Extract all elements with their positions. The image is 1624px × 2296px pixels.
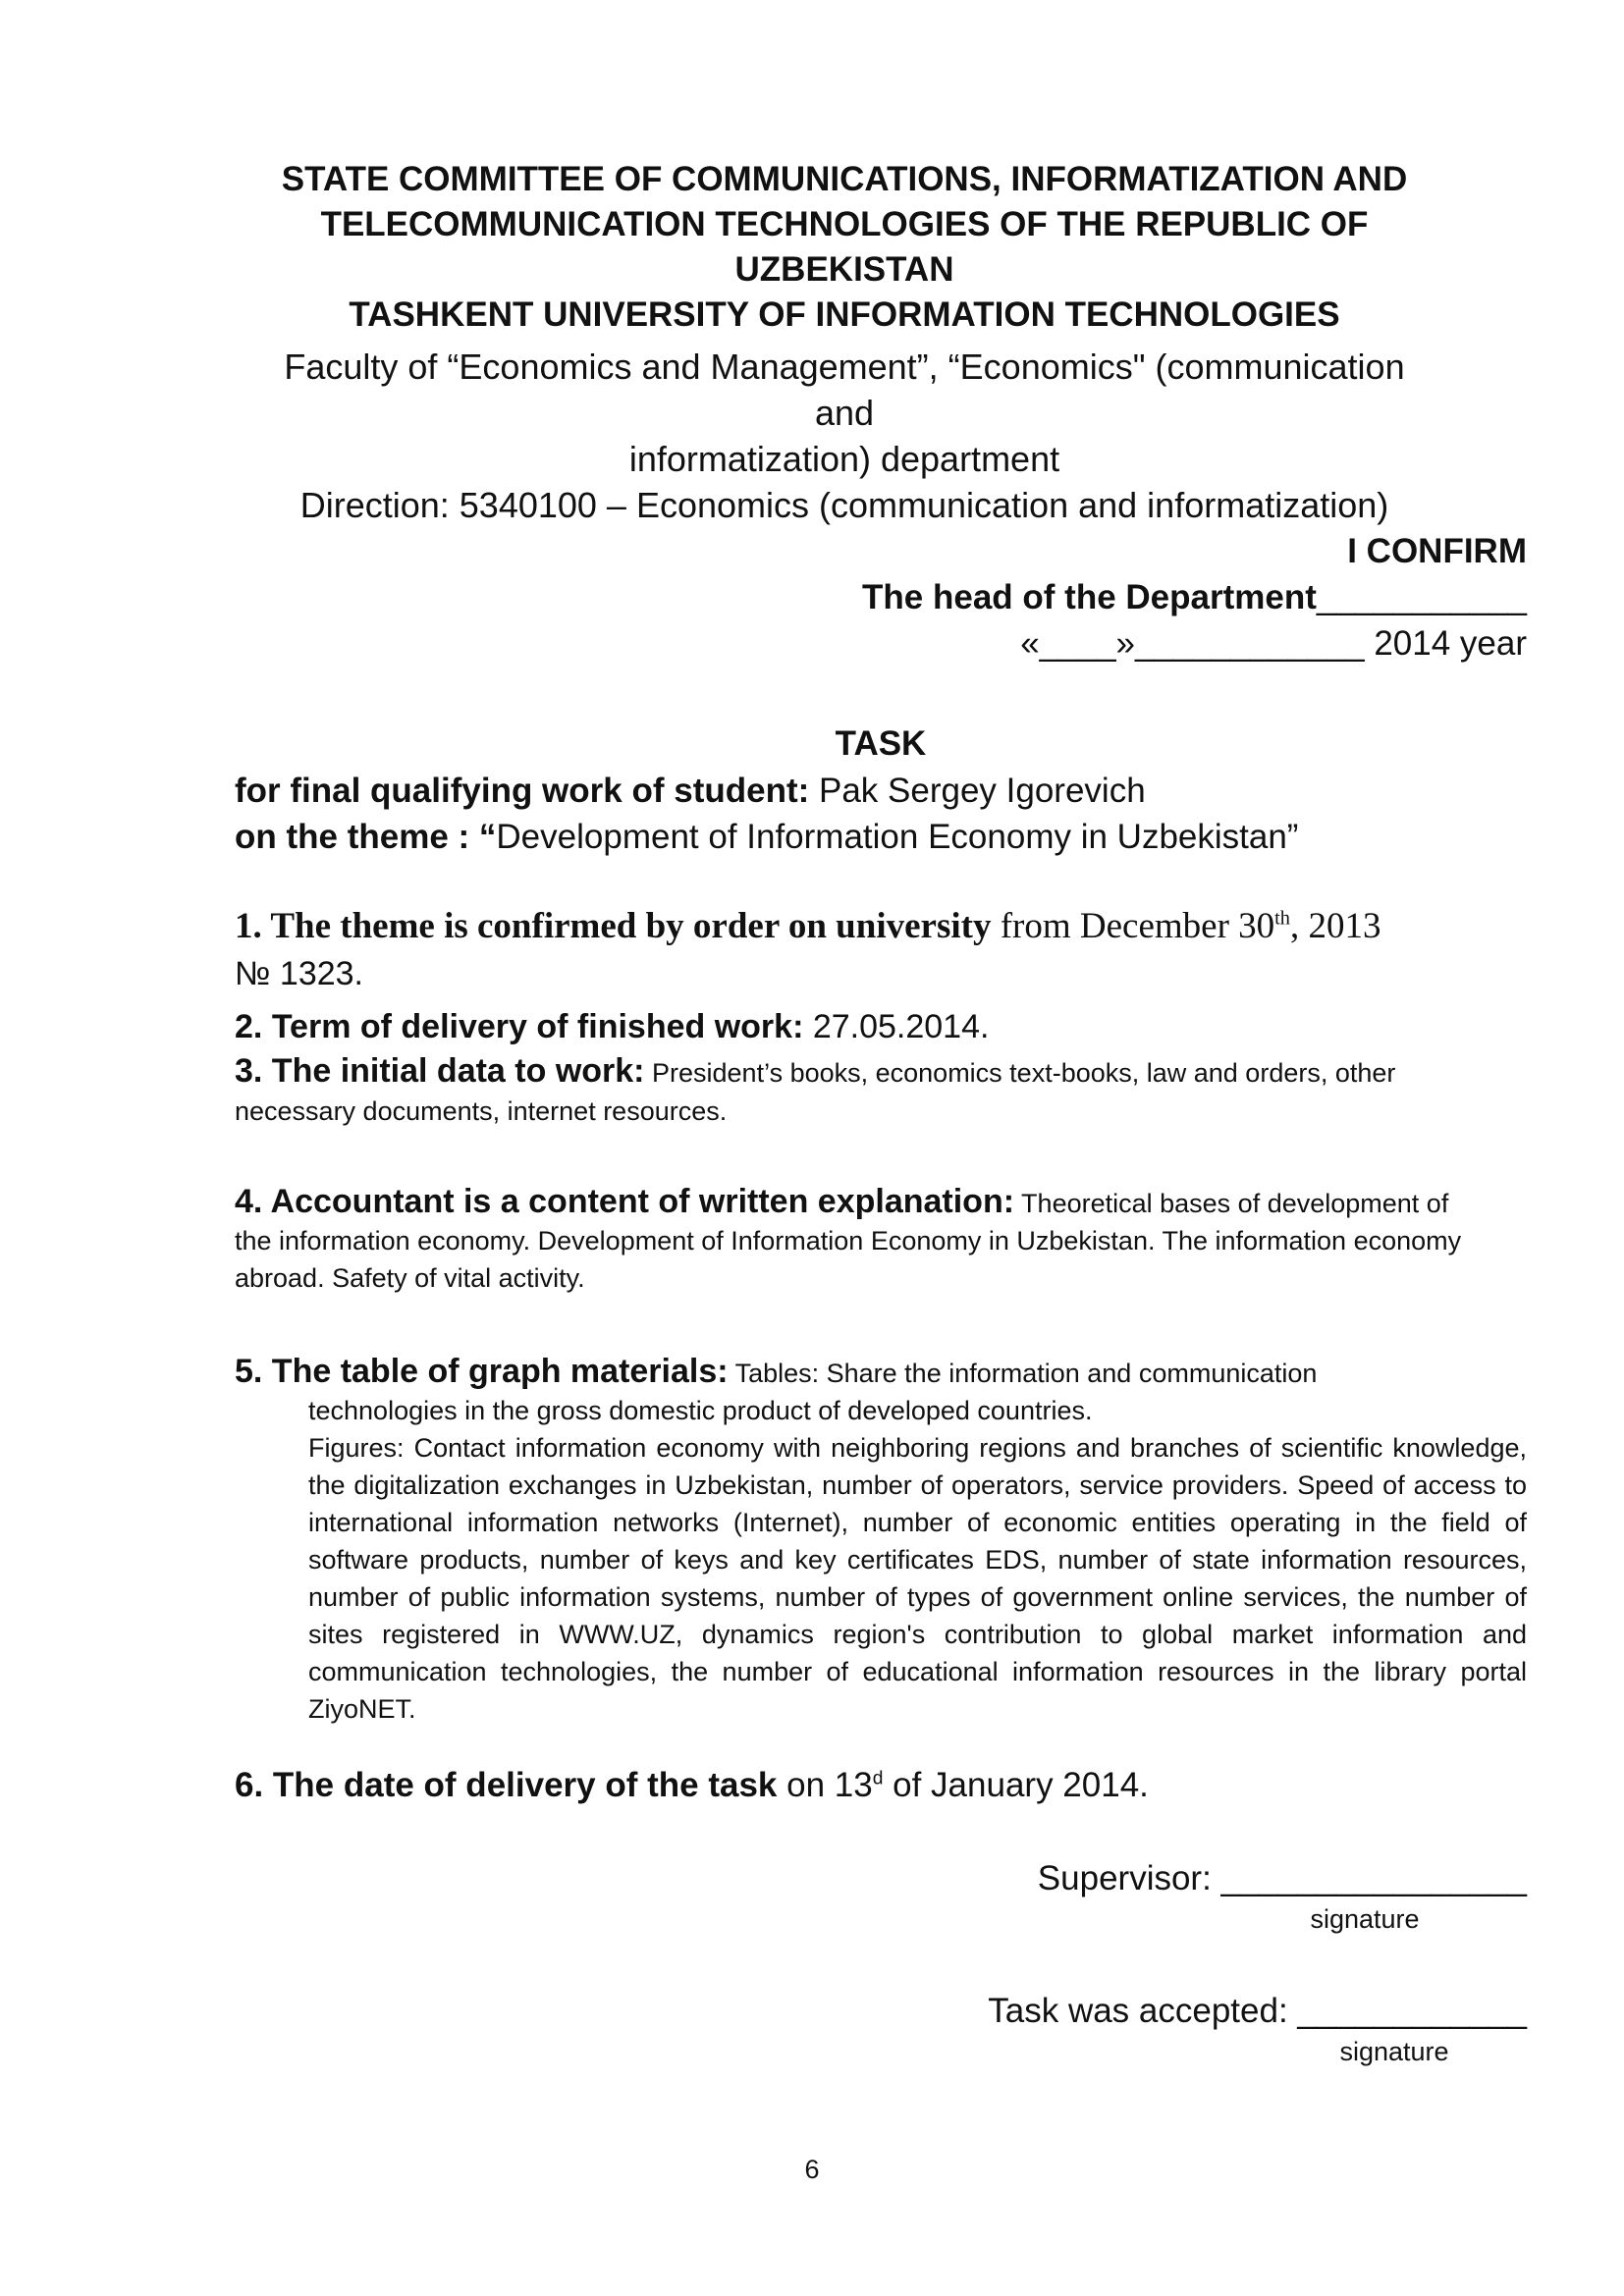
item-5-label: 5. The table of graph materials: [235, 1353, 729, 1390]
supervisor-label: Supervisor: [1037, 1859, 1221, 1897]
item-3 [235, 1052, 1527, 1131]
item-4 [235, 1183, 1527, 1297]
item-2-num: 2 [235, 1008, 253, 1045]
item-1-order-number: № 1323. [235, 955, 364, 992]
item-1-text: from December 30 [991, 906, 1275, 946]
item-5-tables-continuation: technologies in the gross domestic product of developed countries. [308, 1396, 1093, 1425]
theme-value: Development of Information Economy in Uzbekistan” [496, 818, 1299, 856]
item-3-label: 3. The initial data to work: [235, 1052, 645, 1090]
student-name: Pak Sergey Igorevich [809, 772, 1146, 810]
item-6-date: of January 2014. [883, 1766, 1149, 1804]
item-6-sup: d [872, 1768, 884, 1789]
accepted-label: Task was accepted: [988, 1992, 1298, 2030]
item-5-tables: Tables: Share the information and communication [728, 1359, 1318, 1388]
head-signature-blank: ___________ [1316, 578, 1527, 616]
supervisor-blank: ________________ [1220, 1859, 1527, 1897]
item-4-label: 4. Accountant is a content of written explanation: [235, 1183, 1015, 1220]
header-line-2: TELECOMMUNICATION TECHNOLOGIES OF THE REPUBLIC OF UZBEKISTAN [320, 205, 1369, 289]
faculty-info [255, 344, 1434, 528]
item-1-label: 1. The theme is confirmed by order on university [235, 906, 992, 946]
supervisor-signature-line [884, 1855, 1527, 1902]
item-6 [235, 1762, 1527, 1809]
head-of-department-line [746, 574, 1527, 620]
task-title: TASK [835, 724, 927, 763]
accepted-signature-line [884, 1988, 1527, 2035]
item-6-label: 6. The date of delivery of the task [235, 1766, 778, 1804]
supervisor-signature-caption: signature [1310, 1904, 1420, 1934]
student-line [235, 768, 1527, 814]
item-6-text: on 13 [777, 1766, 873, 1804]
header-line-3: TASHKENT UNIVERSITY OF INFORMATION TECHNOLOGIES [349, 295, 1340, 334]
item-5-figures: Figures: Contact information economy with neighboring regions and branches of scientific knowledge, the digitalization exchanges in Uzbekistan, number of operators, service providers. Speed of access to international information networks (Internet), number of economic entities operating in the field of software products, number of keys and key certificates EDS, number of state information resources, number of public information systems, number of types of government online services, the number of sites registered in WWW.UZ, dynamics region's contribution to global market information and communication technologies, the number of educational information resources in the library portal ZiyoNET. [308, 1433, 1527, 1724]
faculty-line-1: Faculty of “Economics and Management”, “Economics" (communication and [284, 347, 1405, 433]
task-meta [235, 768, 1527, 860]
item-4-text: Theoretical bases of development of [1014, 1189, 1449, 1218]
item-4-continuation: the information economy. Development of Information Economy in Uzbekistan. The information economy abroad. Safety of vital activity. [235, 1226, 1462, 1293]
theme-line [235, 814, 1527, 860]
item-1-year: , 2013 [1289, 906, 1381, 946]
header-line-1: STATE COMMITTEE OF COMMUNICATIONS, INFORMATIZATION AND [281, 160, 1408, 198]
item-2 [235, 1004, 1527, 1049]
item-2-label: . Term of delivery of finished work: [252, 1008, 804, 1045]
document-header [255, 157, 1434, 338]
item-5 [235, 1353, 1527, 1728]
approval-block [746, 528, 1527, 667]
item-3-continuation: necessary documents, internet resources. [235, 1096, 728, 1126]
item-3-text: President’s books, economics text-books, law and orders, other [644, 1058, 1396, 1088]
item-1-sup: th [1274, 907, 1290, 930]
confirm-title: I CONFIRM [1347, 532, 1527, 570]
head-label: The head of the Department [862, 578, 1317, 616]
accepted-blank: ____________ [1297, 1992, 1527, 2030]
faculty-line-2: informatization) department [628, 439, 1060, 479]
student-label: for final qualifying work of student: [235, 772, 810, 810]
page-number: 6 [804, 2155, 820, 2184]
item-1 [235, 903, 1527, 997]
accepted-signature-caption: signature [1339, 2037, 1449, 2066]
approval-date-line: «____»____________ 2014 year [1020, 624, 1527, 663]
item-2-value: 27.05.2014. [803, 1008, 990, 1045]
direction-line: Direction: 5340100 – Economics (communication and informatization) [299, 485, 1389, 525]
theme-label: on the theme : “ [235, 818, 497, 856]
